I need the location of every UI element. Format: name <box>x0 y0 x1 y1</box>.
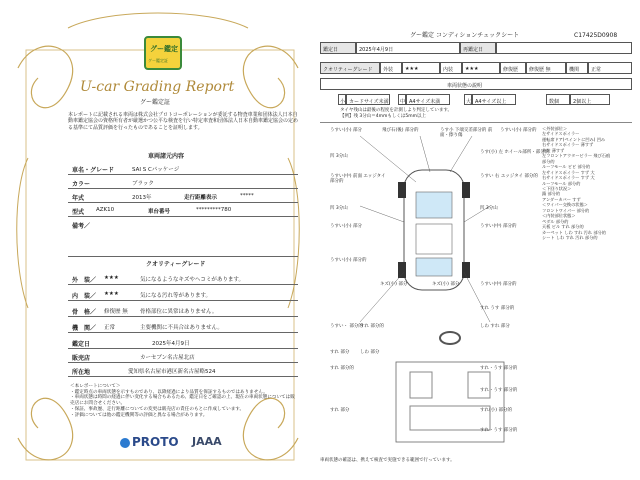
chassis-label: 車台番号 <box>148 209 171 215</box>
note-item: ・保証、事故歴、走行距離についての変更は販売店の責任のもとに作成しています。 <box>70 406 245 412</box>
proto-logo <box>120 436 179 448</box>
repair-value-cell <box>526 62 566 74</box>
sheet-repair-value: 修復歴 無 <box>529 67 551 73</box>
vehicle-state-header <box>320 78 632 90</box>
legend-item: ＜内装部位状態＞ <box>542 213 576 219</box>
int-stars-cell <box>462 62 500 74</box>
sheet-ext-label: 外装 <box>383 67 394 73</box>
damage-label: うすい(小) 部分的 <box>330 258 367 263</box>
legend-item: ＜ワイパー交換の状態＞ <box>542 202 588 208</box>
guu-badge <box>144 36 182 70</box>
damage-label: うすい(小) 部分 <box>330 224 362 229</box>
sheet-int-stars: ★★★ <box>465 66 479 72</box>
shop-label: 販売店 <box>72 355 91 362</box>
exterior-stars: ★★★ <box>104 275 119 281</box>
legend-note-1: タイヤ残山は最後の程度を計測しより判定しています。 <box>340 108 453 113</box>
damage-label: うすい 右 エッジタイ 部分的 <box>480 174 538 179</box>
size-a4plus-cell <box>472 94 516 105</box>
count-value-cell <box>570 94 610 105</box>
count-label-cell <box>546 94 570 105</box>
intro-text: 本レポートに記載される車両は株式会社プロトコーポレーションが委託する物査車業和団体法人日本自動車鑑定協会の資格所有者が厳選かつ公平な検査を行い特定車査和団体法人日本自動車鑑定協会の定める基準にて品質評価を行ったものであることを証明します。 <box>68 112 299 131</box>
sheet-repair-label: 修復歴 <box>503 67 519 73</box>
mech-value: 正常 <box>104 325 116 331</box>
model-label: 型式 <box>72 209 85 216</box>
row-frame <box>68 302 298 317</box>
legend-item: 外装 薄すず <box>542 147 565 153</box>
color-value: ブラック <box>132 181 154 187</box>
address-value: 愛知県名古屋市港区新名古屋略524 <box>128 369 216 375</box>
interior-stars: ★★★ <box>104 291 119 297</box>
row-exterior <box>68 270 298 285</box>
repair-label-cell <box>500 62 526 74</box>
frame-label: 骨 格／ <box>72 309 97 316</box>
damage-label: すれ(小) 部分的 <box>480 408 512 413</box>
legend-item: 部分的 <box>542 158 555 164</box>
damage-label: すれ 部分的 <box>330 366 354 371</box>
count-value: 2個以上 <box>573 99 592 105</box>
damage-label: うすい・ 部分的 <box>330 324 363 329</box>
sheet-date-label: 鑑定日 <box>323 47 339 53</box>
remarks-label: 備考／ <box>72 223 91 230</box>
legend-item: 左サイドスポイラー <box>542 131 580 137</box>
size-medium-cell <box>398 94 406 105</box>
size-card-cell <box>346 94 390 105</box>
row-mech <box>68 318 298 333</box>
damage-label: 凹 3分山 <box>480 206 498 211</box>
sheet-doc-id: C17425D0908 <box>574 32 618 39</box>
damage-label: うすい(小) 部分的 <box>500 128 537 133</box>
badge-text: グー鑑定 <box>150 45 178 53</box>
proto-logo-icon <box>120 438 130 448</box>
row-name <box>68 160 298 175</box>
chassis-value: *********780 <box>196 207 232 213</box>
damage-label: しわ 部分 <box>360 350 380 355</box>
frame-value: 修復歴 無 <box>104 309 128 315</box>
sheet-title: グー鑑定 コンディションチェックシート <box>410 32 520 39</box>
shop-value: カーセブン名古屋北店 <box>140 355 195 361</box>
row-remarks <box>68 216 298 257</box>
color-label: カラー <box>72 181 91 188</box>
damage-label: 凹 3分山 <box>330 206 348 211</box>
legend-item: シート しわ すれ 汚れ 部分的 <box>542 235 598 241</box>
size-a4plus: A4サイズ以上 <box>475 99 507 105</box>
date-header <box>320 42 356 54</box>
car-top-view <box>398 170 470 290</box>
damage-label: すれ 部分的 <box>360 324 384 329</box>
note-item: ・評価については他の鑑定機関等の評価と異なる場合があります。 <box>70 412 208 418</box>
sheet-engine-value: 正常 <box>591 67 602 73</box>
date-value: 2025年4月9日 <box>152 341 190 347</box>
report-title: U-car Grading Report <box>80 79 235 95</box>
badge-sub: グー鑑定証 <box>148 58 168 63</box>
legend-item: 左フロントアウタービラー 飛び石痕 <box>542 153 611 159</box>
damage-label: すれ うす 部分的 <box>480 306 515 311</box>
row-address <box>68 362 298 377</box>
sheet-engine-label: 機関 <box>569 67 580 73</box>
damage-label: うす小 下端交差部分的 前面・擦り傷 <box>440 128 493 139</box>
proto-logo-text: PROTO <box>132 435 179 449</box>
condition-legend <box>542 126 630 241</box>
damage-label: うす(小) 左 ホイール部所・部分的 <box>480 150 550 155</box>
legend-item: ＜下回り状況＞ <box>542 185 572 191</box>
damage-label: すれ・うす 部分的 <box>480 388 518 393</box>
exterior-label: 外 装／ <box>72 277 97 284</box>
sheet-resale-label: 再鑑定日 <box>463 47 484 53</box>
report-subtitle: グー鑑定証 <box>140 99 171 106</box>
size-medium: 中 <box>400 99 406 105</box>
mileage-label: 走行距離表示 <box>184 195 218 201</box>
vehicle-section-title: 車両諸元内容 <box>148 153 185 160</box>
row-interior <box>68 286 298 301</box>
size-large-cell <box>464 94 472 105</box>
damage-label: キズ(小) 部分 <box>432 282 460 287</box>
legend-item: ＜外装部位＞ <box>542 126 568 131</box>
engine-value-cell <box>588 62 632 74</box>
legend-item: ルーフモール ビビ 部分的 <box>542 164 591 170</box>
size-small: 小 <box>340 99 346 105</box>
row-year <box>68 188 298 203</box>
size-a4: A4サイズ未満 <box>409 99 441 105</box>
legend-item: 錆 部分的 <box>542 191 561 197</box>
legend-item: カーペット しわ すれ 汚れ 部分的 <box>542 229 606 235</box>
engine-label-cell <box>566 62 588 74</box>
interior-text: 気になる汚れ等があります。 <box>140 293 212 299</box>
notes-block <box>70 384 298 418</box>
ext-label-cell <box>380 62 402 74</box>
note-item: ・車両状態は時間の経過に伴い変化する場合もあるため、鑑定日をご確認の上、現在の車両状態については販売店にお問合せください。 <box>70 395 295 407</box>
resale-header <box>460 42 496 54</box>
damage-label: すれ 部分 <box>330 408 350 413</box>
size-small-cell <box>338 94 346 105</box>
row-model <box>68 202 298 217</box>
year-value: 2013年 <box>132 195 152 201</box>
damage-label: うすい(中) 部分的 <box>480 224 517 229</box>
sheet-date-value: 2025年4月9日 <box>359 47 394 53</box>
legend-item: ペダル 部分的 <box>542 218 569 224</box>
vehicle-state-title: 車両状態の説明 <box>447 83 483 89</box>
legend-item: 天板 ビル すれ 部分的 <box>542 224 584 230</box>
damage-label: うすい(中) 前面 エッジタイ 部分的 <box>330 174 386 185</box>
damage-label: うすい(中) 部分的 <box>480 282 517 287</box>
size-card: カードサイズ未満 <box>349 99 389 105</box>
steering-wheel-icon <box>440 332 460 344</box>
frame-text: 骨格部位に異常はありません。 <box>140 309 218 315</box>
sheet-quality-label: クオリティーグレード <box>323 67 373 73</box>
notes-title: ＜本レポートについて＞ <box>70 384 121 389</box>
ext-stars-cell <box>402 62 440 74</box>
row-shop <box>68 348 298 363</box>
legend-note-2: 【例】残 3分山＝4mmもしくは5mm以上 <box>340 114 427 119</box>
exterior-text: 気になるようなキズやヘコミがあります。 <box>140 277 244 283</box>
condition-check-sheet <box>320 28 632 468</box>
interior-label: 内 装／ <box>72 293 97 300</box>
mech-text: 主要機関に不具合はありません。 <box>140 325 223 331</box>
quality-header <box>320 62 380 74</box>
size-large: 大 <box>466 99 472 105</box>
quality-title: クオリティーグレード <box>146 261 206 268</box>
legend-item: 左サイドスポイラー すず 大 <box>542 169 595 175</box>
damage-label: キズ(小) 部分 <box>380 282 408 287</box>
model-value: AZK10 <box>96 207 115 213</box>
damage-label: しわ すれ 部分 <box>480 324 510 329</box>
legend-item: 右サイドスポイラー すず 大 <box>542 175 595 181</box>
sheet-int-label: 内装 <box>443 67 454 73</box>
name-label: 車名・グレード <box>72 167 115 174</box>
damage-label: すれ 部分 <box>330 350 350 355</box>
legend-item: 運転席ドア(ペイントに凹み) 凹み <box>542 136 606 142</box>
legend-item: アンダーカバー すず <box>542 196 581 202</box>
row-date <box>68 334 298 349</box>
year-label: 年式 <box>72 195 85 202</box>
mech-label: 機 関／ <box>72 325 97 332</box>
int-label-cell <box>440 62 462 74</box>
legend-item: 右サイドスポイラー 薄すず <box>542 142 594 148</box>
damage-label: すれ・うす 部分的 <box>480 366 518 371</box>
count-label: 数個 <box>549 99 560 105</box>
date-label: 鑑定日 <box>72 341 91 348</box>
date-cell <box>356 42 460 54</box>
damage-label: 凹 3分山 <box>330 154 348 159</box>
name-value: SAI S Cパッケージ <box>132 167 180 173</box>
damage-label: うすい(小) 部分 <box>330 128 362 133</box>
damage-label: 飛び石(後) 部分的 <box>382 128 419 133</box>
size-a4-cell <box>406 94 450 105</box>
address-label: 所在地 <box>72 369 91 376</box>
resale-cell <box>496 42 632 54</box>
grading-certificate <box>8 8 308 476</box>
legend-item: ルーフモール 部分的 <box>542 180 581 186</box>
jaaa-logo: JAAA <box>192 435 222 448</box>
damage-label: すれ・うす 部分的 <box>480 428 518 433</box>
legend-item: フロントワイパー 部分的 <box>542 207 590 213</box>
note-item: ・鑑定時点の車両状態を示すものであり、以降経過により品質を保証するものではありません。 <box>70 389 268 395</box>
bottom-note: 車両状態の確認は、携えて検査で実施できる範囲で行っています。 <box>320 458 455 463</box>
sheet-ext-stars: ★★★ <box>405 66 419 72</box>
mileage-value: ***** <box>240 193 254 199</box>
row-color <box>68 174 298 189</box>
